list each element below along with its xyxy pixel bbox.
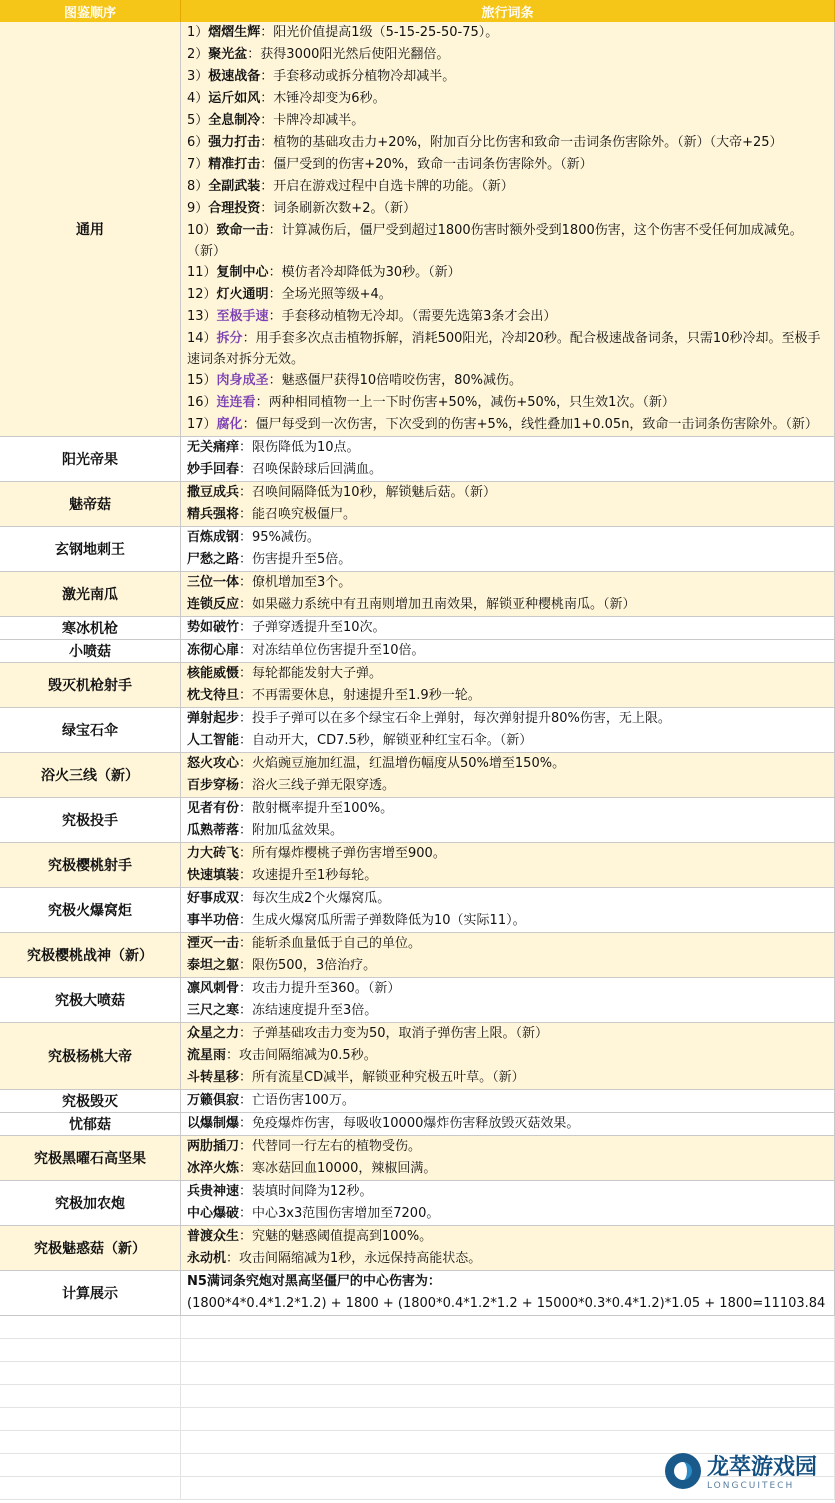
empty-cell bbox=[0, 1362, 181, 1384]
entry-text: ：寒冰菇回血10000，辣椒回满。 bbox=[239, 1161, 437, 1176]
table-row bbox=[0, 572, 835, 617]
entry-text: ：全场光照等级+4。 bbox=[268, 287, 392, 302]
category-cell: 寒冰机枪 bbox=[0, 617, 181, 639]
entry-name: 百步穿杨 bbox=[187, 778, 240, 793]
entry-name: 事半功倍 bbox=[187, 913, 240, 928]
entry-line bbox=[181, 1067, 834, 1089]
header-col-entries: 旅行词条 bbox=[181, 0, 835, 22]
entry-name: 三尺之寒 bbox=[187, 1003, 240, 1018]
entry-text: ：攻击间隔缩减为0.5秒。 bbox=[226, 1048, 377, 1063]
entry-line bbox=[181, 1158, 834, 1180]
category-cell: 浴火三线（新） bbox=[0, 753, 181, 797]
entries-cell bbox=[181, 1181, 835, 1225]
entry-text: ：计算减伤后，僵尸受到超过1800伤害时额外受到1800伤害，这个伤害不受任何加成减免。（新） bbox=[187, 223, 803, 259]
entry-text: ：自动开大，CD7.5秒，解锁亚种红宝石伞。（新） bbox=[239, 733, 533, 748]
entry-line bbox=[181, 775, 834, 797]
entry-name: 运斤如风 bbox=[208, 91, 261, 106]
entry-name: 复制中心 bbox=[216, 265, 269, 280]
category-cell: 通用 bbox=[0, 22, 181, 436]
entry-name: 强力打击 bbox=[208, 135, 261, 150]
table-row bbox=[0, 22, 835, 437]
entries-cell bbox=[181, 1271, 835, 1315]
table-row bbox=[0, 1271, 835, 1316]
entry-text: ：代替同一行左右的植物受伤。 bbox=[239, 1139, 422, 1154]
empty-cell bbox=[0, 1454, 181, 1476]
entry-name: 灯火通明 bbox=[216, 287, 269, 302]
empty-cell bbox=[181, 1385, 835, 1407]
entry-text: ：阳光价值提高1级（5-15-25-50-75）。 bbox=[260, 25, 499, 40]
entry-name: 全副武装 bbox=[208, 179, 261, 194]
table-header bbox=[0, 0, 835, 22]
entry-line bbox=[181, 262, 834, 284]
entry-text: ：中心3x3范围伤害增加至7200。 bbox=[239, 1206, 440, 1221]
entry-line bbox=[181, 1248, 834, 1270]
entry-name: 熠熠生辉 bbox=[208, 25, 261, 40]
entry-name: 瓜熟蒂落 bbox=[187, 823, 240, 838]
entry-line bbox=[181, 730, 834, 752]
entry-text: ：获得3000阳光然后使阳光翻倍。 bbox=[247, 47, 450, 62]
entry-line bbox=[181, 44, 834, 66]
entries-cell bbox=[181, 640, 835, 662]
entry-text: ：手套移动植物无冷却。（需要先选第3条才会出） bbox=[268, 309, 557, 324]
entries-cell bbox=[181, 843, 835, 887]
table-row bbox=[0, 978, 835, 1023]
category-cell: 究极毁灭 bbox=[0, 1090, 181, 1112]
entry-line bbox=[181, 198, 834, 220]
table-row bbox=[0, 1023, 835, 1090]
entry-text: ：攻击力提升至360。（新） bbox=[239, 981, 401, 996]
entry-number: 8） bbox=[187, 179, 209, 194]
entry-name: 核能威慑 bbox=[187, 666, 240, 681]
entry-number: 14） bbox=[187, 331, 217, 346]
entry-name: 枕戈待旦 bbox=[187, 688, 240, 703]
entry-text: ：每轮都能发射大子弹。 bbox=[239, 666, 383, 681]
entries-cell bbox=[181, 527, 835, 571]
entry-name: 连连看 bbox=[216, 395, 256, 410]
empty-cell bbox=[0, 1385, 181, 1407]
entry-text: ：所有爆炸樱桃子弹伤害增至900。 bbox=[239, 846, 446, 861]
entry-line bbox=[181, 1113, 834, 1135]
entry-name: 中心爆破 bbox=[187, 1206, 240, 1221]
entry-line bbox=[181, 176, 834, 198]
entry-name: 连锁反应 bbox=[187, 597, 240, 612]
entry-name: 众星之力 bbox=[187, 1026, 240, 1041]
empty-row bbox=[0, 1362, 835, 1385]
entry-name: 湮灭一击 bbox=[187, 936, 240, 951]
entry-name: 全息制冷 bbox=[208, 113, 261, 128]
entry-number: 13） bbox=[187, 309, 217, 324]
empty-cell bbox=[0, 1477, 181, 1499]
entry-line bbox=[181, 284, 834, 306]
entry-text: ：攻速提升至1秒每轮。 bbox=[239, 868, 378, 883]
entries-cell bbox=[181, 1226, 835, 1270]
entry-line bbox=[181, 88, 834, 110]
table-body bbox=[0, 22, 835, 1316]
entry-name: 肉身成圣 bbox=[216, 373, 269, 388]
entry-number: 5） bbox=[187, 113, 209, 128]
entry-line bbox=[181, 1271, 834, 1293]
empty-row bbox=[0, 1316, 835, 1339]
entry-number: 11） bbox=[187, 265, 217, 280]
empty-row bbox=[0, 1339, 835, 1362]
entry-line bbox=[181, 549, 834, 571]
entry-text: ：95%减伤。 bbox=[239, 530, 320, 545]
entries-cell bbox=[181, 1090, 835, 1112]
entry-line bbox=[181, 865, 834, 887]
logo-title: 龙萃游戏园 bbox=[706, 1455, 817, 1480]
category-cell: 阳光帝果 bbox=[0, 437, 181, 481]
empty-row bbox=[0, 1385, 835, 1408]
entry-text: ：手套移动或拆分植物冷却减半。 bbox=[260, 69, 456, 84]
table-row bbox=[0, 437, 835, 482]
entry-name: 合理投资 bbox=[208, 201, 261, 216]
entry-text: ：不再需要休息，射速提升至1.9秒一轮。 bbox=[239, 688, 481, 703]
entry-number: 3） bbox=[187, 69, 209, 84]
entry-line bbox=[181, 888, 834, 910]
empty-cell bbox=[0, 1431, 181, 1453]
category-cell: 激光南瓜 bbox=[0, 572, 181, 616]
entry-name: 两肋插刀 bbox=[187, 1139, 240, 1154]
entry-number: 4） bbox=[187, 91, 209, 106]
entry-line bbox=[181, 370, 834, 392]
entry-text: ：能斩杀血量低于自己的单位。 bbox=[239, 936, 422, 951]
entry-name: 冰淬火炼 bbox=[187, 1161, 240, 1176]
entry-name: 弹射起步 bbox=[187, 711, 240, 726]
entry-name: 人工智能 bbox=[187, 733, 240, 748]
entry-name: 见者有份 bbox=[187, 801, 240, 816]
entry-number: 10） bbox=[187, 223, 217, 238]
entry-name: 凛风刺骨 bbox=[187, 981, 240, 996]
entry-name: 冻彻心扉 bbox=[187, 643, 240, 658]
table-row bbox=[0, 1181, 835, 1226]
entry-number: 2） bbox=[187, 47, 209, 62]
entry-text: ：植物的基础攻击力+20%，附加百分比伤害和致命一击词条伤害除外。（新）（大帝+25） bbox=[260, 135, 783, 150]
entry-name: 泰坦之躯 bbox=[187, 958, 240, 973]
entry-line bbox=[181, 392, 834, 414]
table-row bbox=[0, 1226, 835, 1271]
entry-line bbox=[181, 572, 834, 594]
entry-line bbox=[181, 220, 834, 262]
entry-line bbox=[181, 459, 834, 481]
entry-name: 流星雨 bbox=[187, 1048, 227, 1063]
entry-line bbox=[181, 955, 834, 977]
entry-line bbox=[181, 685, 834, 707]
entry-text: ：附加瓜盆效果。 bbox=[239, 823, 344, 838]
entry-number: 15） bbox=[187, 373, 217, 388]
entry-text: ：投手子弹可以在多个绿宝石伞上弹射，每次弹射提升80%伤害，无上限。 bbox=[239, 711, 671, 726]
entry-name: 腐化 bbox=[216, 417, 243, 432]
entry-name: 势如破竹 bbox=[187, 620, 240, 635]
empty-cell bbox=[0, 1408, 181, 1430]
entries-cell bbox=[181, 1023, 835, 1089]
entry-text: ：伤害提升至5倍。 bbox=[239, 552, 352, 567]
category-cell: 绿宝石伞 bbox=[0, 708, 181, 752]
entry-line bbox=[181, 708, 834, 730]
table-row bbox=[0, 1090, 835, 1113]
entry-line bbox=[181, 798, 834, 820]
entry-line bbox=[181, 132, 834, 154]
table-row bbox=[0, 888, 835, 933]
entry-line bbox=[181, 482, 834, 504]
entry-line bbox=[181, 66, 834, 88]
table-row bbox=[0, 798, 835, 843]
entry-text: ：僵尸受到的伤害+20%，致命一击词条伤害除外。（新） bbox=[260, 157, 593, 172]
entry-name: 怒火攻心 bbox=[187, 756, 240, 771]
entry-text: ：召唤间隔降低为10秒，解锁魅后菇。（新） bbox=[239, 485, 497, 500]
entry-name: 精兵强将 bbox=[187, 507, 240, 522]
entry-line bbox=[181, 306, 834, 328]
entries-cell bbox=[181, 933, 835, 977]
entry-number: 17） bbox=[187, 417, 217, 432]
entries-cell bbox=[181, 1136, 835, 1180]
entry-name: 永动机 bbox=[187, 1251, 227, 1266]
entry-text: ：僚机增加至3个。 bbox=[239, 575, 352, 590]
table-row bbox=[0, 708, 835, 753]
entry-line bbox=[181, 1023, 834, 1045]
entry-name: 无关痛痒 bbox=[187, 440, 240, 455]
entry-line bbox=[181, 154, 834, 176]
entry-line bbox=[181, 414, 834, 436]
entry-name: 撒豆成兵 bbox=[187, 485, 240, 500]
entry-name: 好事成双 bbox=[187, 891, 240, 906]
entry-line bbox=[181, 617, 834, 639]
entry-text: ：散射概率提升至100%。 bbox=[239, 801, 394, 816]
entry-name: 妙手回春 bbox=[187, 462, 240, 477]
logo-subtitle: LONGCUITECH bbox=[706, 1481, 795, 1491]
entry-name: 聚光盆 bbox=[208, 47, 248, 62]
entries-cell bbox=[181, 482, 835, 526]
table-row bbox=[0, 482, 835, 527]
entry-line bbox=[181, 1181, 834, 1203]
entry-name: 斗转星移 bbox=[187, 1070, 240, 1085]
empty-cell bbox=[181, 1362, 835, 1384]
entry-text: ：火焰豌豆施加红温，红温增伤幅度从50%增至150%。 bbox=[239, 756, 566, 771]
entry-text: ：每次生成2个火爆窝瓜。 bbox=[239, 891, 391, 906]
empty-cell bbox=[0, 1316, 181, 1338]
entry-text: ：装填时间降为12秒。 bbox=[239, 1184, 373, 1199]
entry-text: ：浴火三线子弹无限穿透。 bbox=[239, 778, 396, 793]
entry-text: ：冻结速度提升至3倍。 bbox=[239, 1003, 378, 1018]
entry-name: 至极手速 bbox=[216, 309, 269, 324]
entry-name: 兵贵神速 bbox=[187, 1184, 240, 1199]
table-row bbox=[0, 663, 835, 708]
entry-line bbox=[181, 594, 834, 616]
entry-text: ：免疫爆炸伤害，每吸收10000爆炸伤害释放毁灭菇效果。 bbox=[239, 1116, 580, 1131]
entry-name: 精准打击 bbox=[208, 157, 261, 172]
entry-text: ：木锤冷却变为6秒。 bbox=[260, 91, 386, 106]
entries-cell bbox=[181, 708, 835, 752]
entry-line bbox=[181, 527, 834, 549]
entry-text: ：模仿者冷却降低为30秒。（新） bbox=[268, 265, 461, 280]
entry-text: (1800*4*0.4*1.2*1.2) + 1800 + (1800*0.4*1.2*1.2 + 15000*0.3*0.4*1.2)*1.05 + 1800=11103.84 bbox=[187, 1296, 826, 1311]
header-col-order: 图鉴顺序 bbox=[0, 0, 181, 22]
entry-number: 7） bbox=[187, 157, 209, 172]
table-row bbox=[0, 1136, 835, 1181]
category-cell: 究极黑曜石高坚果 bbox=[0, 1136, 181, 1180]
entry-text: ：开启在游戏过程中自选卡牌的功能。（新） bbox=[260, 179, 514, 194]
entry-name: 百炼成钢 bbox=[187, 530, 240, 545]
category-cell: 究极樱桃射手 bbox=[0, 843, 181, 887]
entry-text: ：攻击间隔缩减为1秒，永远保持高能状态。 bbox=[226, 1251, 482, 1266]
logo-icon bbox=[665, 1453, 701, 1489]
empty-row bbox=[0, 1408, 835, 1431]
entries-cell bbox=[181, 753, 835, 797]
entry-line bbox=[181, 978, 834, 1000]
entry-name: 拆分 bbox=[216, 331, 243, 346]
entry-text: ：词条刷新次数+2。（新） bbox=[260, 201, 416, 216]
entry-number: 9） bbox=[187, 201, 209, 216]
entry-line bbox=[181, 640, 834, 662]
category-cell: 计算展示 bbox=[0, 1271, 181, 1315]
table-row bbox=[0, 843, 835, 888]
entries-cell bbox=[181, 663, 835, 707]
entry-line bbox=[181, 504, 834, 526]
category-cell: 毁灭机枪射手 bbox=[0, 663, 181, 707]
entries-cell bbox=[181, 617, 835, 639]
entry-number: 12） bbox=[187, 287, 217, 302]
entry-text: ：能召唤究极僵尸。 bbox=[239, 507, 357, 522]
entry-line bbox=[181, 1203, 834, 1225]
table-row bbox=[0, 933, 835, 978]
table-row bbox=[0, 527, 835, 572]
entry-line bbox=[181, 753, 834, 775]
entry-line bbox=[181, 933, 834, 955]
category-cell: 究极樱桃战神（新） bbox=[0, 933, 181, 977]
entry-name: 极速战备 bbox=[208, 69, 261, 84]
category-cell: 究极魅惑菇（新） bbox=[0, 1226, 181, 1270]
table-row bbox=[0, 753, 835, 798]
category-cell: 魅帝菇 bbox=[0, 482, 181, 526]
entry-text: ：限伤500，3倍治疗。 bbox=[239, 958, 377, 973]
entry-name: 力大砖飞 bbox=[187, 846, 240, 861]
entry-text: ：子弹穿透提升至10次。 bbox=[239, 620, 386, 635]
table-row bbox=[0, 1113, 835, 1136]
entry-text: ：如果磁力系统中有丑南则增加丑南效果，解锁亚种樱桃南瓜。（新） bbox=[239, 597, 636, 612]
entries-cell bbox=[181, 798, 835, 842]
table-row bbox=[0, 617, 835, 640]
entries-cell bbox=[181, 22, 835, 436]
entry-line bbox=[181, 1226, 834, 1248]
entry-text: ：生成火爆窝瓜所需子弹数降低为10（实际11）。 bbox=[239, 913, 526, 928]
entry-text: ：限伤降低为10点。 bbox=[239, 440, 360, 455]
entry-line bbox=[181, 663, 834, 685]
entry-text: ：亡语伤害100万。 bbox=[239, 1093, 355, 1108]
entry-text: ：召唤保龄球后回满血。 bbox=[239, 462, 383, 477]
entry-text: ：僵尸每受到一次伤害，下次受到的伤害+5%，线性叠加1+0.05n，致命一击词条伤害除外。（新） bbox=[242, 417, 818, 432]
entry-text: ：卡牌冷却减半。 bbox=[260, 113, 365, 128]
entry-line bbox=[181, 1045, 834, 1067]
entry-name: N5满词条究炮对黑高坚僵尸的中心伤害为： bbox=[187, 1274, 441, 1289]
empty-cell bbox=[0, 1339, 181, 1361]
entry-line bbox=[181, 328, 834, 370]
category-cell: 究极投手 bbox=[0, 798, 181, 842]
entry-text: ：两种相同植物一上一下时伤害+50%，减伤+50%，只生效1次。（新） bbox=[255, 395, 675, 410]
entries-cell bbox=[181, 1113, 835, 1135]
entry-line bbox=[181, 22, 834, 44]
entry-line bbox=[181, 843, 834, 865]
entry-name: 尸愁之路 bbox=[187, 552, 240, 567]
entry-line bbox=[181, 1136, 834, 1158]
entry-number: 6） bbox=[187, 135, 209, 150]
entry-line bbox=[181, 1000, 834, 1022]
entry-number: 16） bbox=[187, 395, 217, 410]
watermark-logo bbox=[665, 1450, 817, 1491]
entries-cell bbox=[181, 572, 835, 616]
entry-name: 快速填装 bbox=[187, 868, 240, 883]
category-cell: 究极大喷菇 bbox=[0, 978, 181, 1022]
category-cell: 究极火爆窝炬 bbox=[0, 888, 181, 932]
entry-name: 普渡众生 bbox=[187, 1229, 240, 1244]
category-cell: 忧郁菇 bbox=[0, 1113, 181, 1135]
entry-name: 以爆制爆 bbox=[187, 1116, 240, 1131]
entry-text: ：子弹基础攻击力变为50，取消子弹伤害上限。（新） bbox=[239, 1026, 549, 1041]
category-cell: 玄钢地刺王 bbox=[0, 527, 181, 571]
entry-text: ：对冻结单位伤害提升至10倍。 bbox=[239, 643, 425, 658]
entry-line bbox=[181, 1293, 834, 1315]
entry-line bbox=[181, 910, 834, 932]
empty-cell bbox=[181, 1408, 835, 1430]
entry-text: ：魅惑僵尸获得10倍啃咬伤害，80%减伤。 bbox=[268, 373, 522, 388]
entries-cell bbox=[181, 978, 835, 1022]
category-cell: 究极杨桃大帝 bbox=[0, 1023, 181, 1089]
table-row bbox=[0, 640, 835, 663]
empty-cell bbox=[181, 1316, 835, 1338]
entries-cell bbox=[181, 888, 835, 932]
entry-name: 万籁俱寂 bbox=[187, 1093, 240, 1108]
entry-line bbox=[181, 110, 834, 132]
entry-text: ：究魅的魅惑阈值提高到100%。 bbox=[239, 1229, 433, 1244]
entry-line bbox=[181, 1090, 834, 1112]
entry-name: 三位一体 bbox=[187, 575, 240, 590]
category-cell: 究极加农炮 bbox=[0, 1181, 181, 1225]
entries-cell bbox=[181, 437, 835, 481]
entry-number: 1） bbox=[187, 25, 209, 40]
category-cell: 小喷菇 bbox=[0, 640, 181, 662]
entry-text: ：所有流星CD减半，解锁亚种究极五叶草。（新） bbox=[239, 1070, 525, 1085]
entry-name: 致命一击 bbox=[216, 223, 269, 238]
entry-line bbox=[181, 820, 834, 842]
empty-cell bbox=[181, 1339, 835, 1361]
entry-text: ：用手套多次点击植物拆解，消耗500阳光，冷却20秒。配合极速战备词条，只需10秒冷却。至极手速词条对拆分无效。 bbox=[187, 331, 821, 367]
entry-line bbox=[181, 437, 834, 459]
